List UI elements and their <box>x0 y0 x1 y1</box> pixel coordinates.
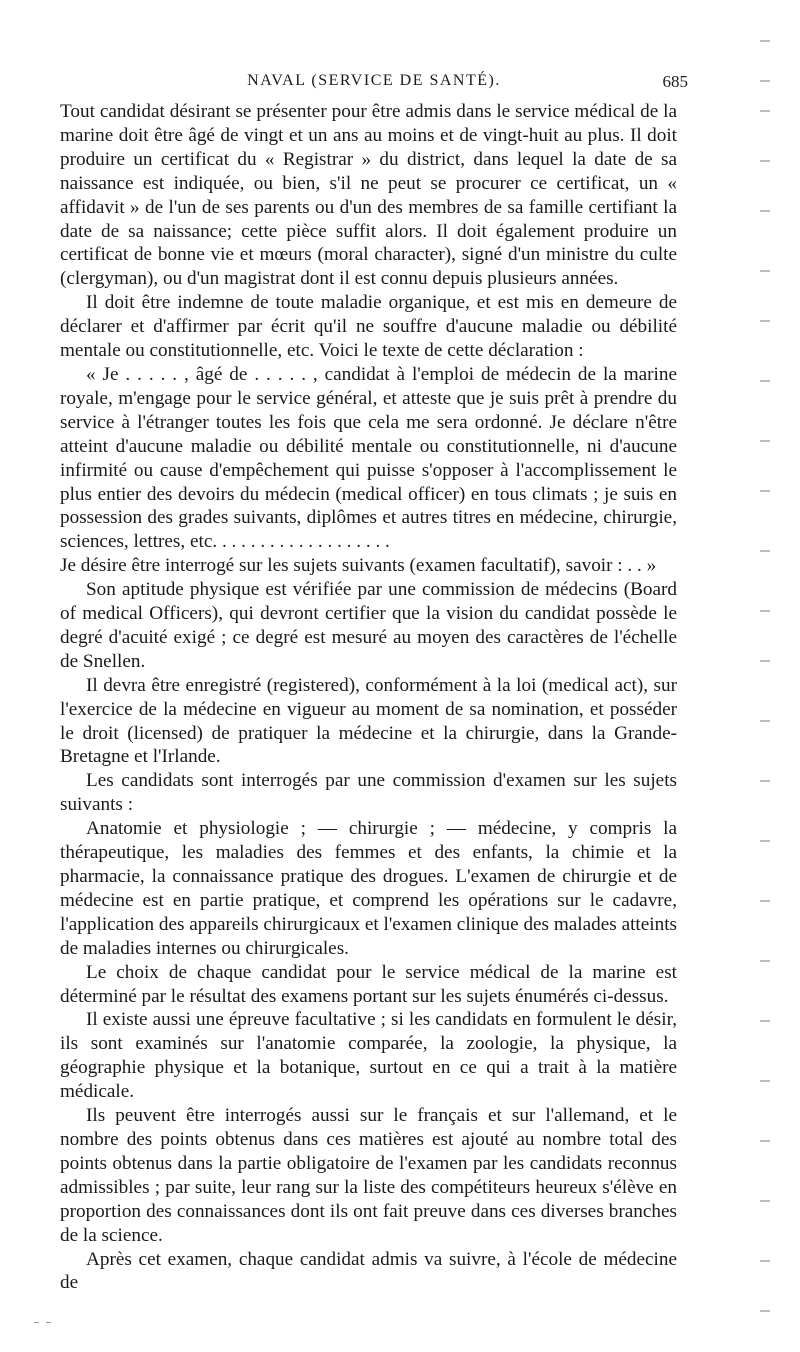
paragraph-optional-test: Il existe aussi une épreuve facultative ; si les candidats en formulent le désir, ils sont examinés sur l'anatomie comparée, la zoologie, la physique, la géographie physique et la botanique, surtout en ce qui a trait à la matière médicale. <box>60 1009 677 1103</box>
paragraph-declaration: « Je . . . . . , âgé de . . . . . , candidat à l'emploi de médecin de la marine royale, m'engage pour le service général, et atteste que je suis prêt à prendre du service à l'étranger toutes les fois que cela me sera ordonné. Je déclare n'être atteint d'aucune maladie ou débilité mentale ou constitutionnelle, ni d'aucune infirmité ou cause d'empêchement qui puisse s'opposer à l'accomplissement le plus entier des devoirs du médecin (medical officer) en tous climats ; je suis en possession des grades suivants, diplômes et autres titres en médecine, chirurgie, sciences, lettres, etc. . . . . . . . . . . . . . . . . . . <box>60 363 677 553</box>
margin-mark <box>760 1020 770 1022</box>
margin-mark <box>760 960 770 962</box>
margin-mark <box>760 110 770 112</box>
running-title: NAVAL (SERVICE DE SANTÉ). <box>247 72 501 89</box>
page-number: 685 <box>662 72 688 91</box>
margin-mark <box>760 380 770 382</box>
margin-mark <box>760 490 770 492</box>
margin-mark <box>760 610 770 612</box>
margin-mark <box>760 80 770 82</box>
bottom-mark <box>34 1322 39 1323</box>
margin-mark <box>760 780 770 782</box>
margin-mark <box>760 1260 770 1262</box>
paragraph-registration: Il devra être enregistré (registered), conformément à la loi (medical act), sur l'exercice de la médecine en vigueur au moment de sa nomination, et posséder le droit (licensed) de pratiquer la médecine et la chirurgie, dans la Grande-Bretagne et l'Irlande. <box>60 674 677 768</box>
margin-mark <box>760 900 770 902</box>
paragraph-vision: Son aptitude physique est vérifiée par une commission de médecins (Board of medical Officers), qui devront certifier que la vision du candidat possède le degré d'acuité exigé ; ce degré est mesuré au moyen des caractères de l'échelle de Snellen. <box>60 579 677 672</box>
paragraph-after-exam: Après cet examen, chaque candidat admis va suivre, à l'école de médecine de <box>60 1248 677 1294</box>
bottom-mark <box>46 1322 51 1323</box>
margin-mark <box>760 660 770 662</box>
paragraph-health: Il doit être indemne de toute maladie organique, et est mis en demeure de déclarer et d'affirmer par écrit qu'il ne souffre d'aucune maladie ou débilité mentale ou constitutionnelle, etc. Voici le texte de cette déclaration : <box>60 292 677 362</box>
paragraph-exam-commission: Les candidats sont interrogés par une commission d'examen sur les sujets suivants : <box>60 770 677 816</box>
scan-bottom-marks <box>34 1322 64 1326</box>
margin-mark <box>760 720 770 722</box>
margin-mark <box>760 320 770 322</box>
margin-mark <box>760 1200 770 1202</box>
paragraph-languages: Ils peuvent être interrogés aussi sur le français et sur l'allemand, et le nombre des points obtenus dans ces matières est ajouté au nombre total des points obtenus dans la partie obligatoire de l'examen par les candidats reconnus admissibles ; par suite, leur rang sur la liste des compétiteurs heureux s'élève en proportion des connaissances dont ils ont fait preuve dans ces diverses branches de la science. <box>60 1105 677 1246</box>
body-text <box>60 100 677 1295</box>
paragraph-selection: Le choix de chaque candidat pour le service médical de la marine est déterminé par le résultat des examens portant sur les sujets énumérés ci-dessus. <box>60 961 677 1007</box>
margin-mark <box>760 270 770 272</box>
paragraph-eligibility: Tout candidat désirant se présenter pour être admis dans le service médical de la marine doit être âgé de vingt et un ans au moins et de vingt-huit au plus. Il doit produire un certificat du « Registrar » du district, dans lequel la date de sa naissance est indiquée, ou bien, s'il ne peut se procurer ce certificat, un « affidavit » de l'un de ses parents ou d'un des membres de sa famille certifiant la date de sa naissance; cette pièce suffit alors. Il doit également produire un certificat de bonne vie et mœurs (moral character), signé d'un ministre du culte (clergyman), ou d'un magistrat dont il est connu depuis plusieurs années. <box>60 101 677 290</box>
margin-mark <box>760 1310 770 1312</box>
margin-mark <box>760 440 770 442</box>
margin-mark <box>760 160 770 162</box>
paragraph-optional-exam: Je désire être interrogé sur les sujets suivants (examen facultatif), savoir : . . » <box>60 555 657 577</box>
margin-mark <box>760 210 770 212</box>
margin-mark <box>760 1080 770 1082</box>
scan-margin-marks <box>760 20 772 1320</box>
page-header <box>60 72 688 96</box>
margin-mark <box>760 840 770 842</box>
margin-mark <box>760 1140 770 1142</box>
paragraph-subjects: Anatomie et physiologie ; — chirurgie ; — médecine, y compris la thérapeutique, les maladies des femmes et des enfants, la chimie et la pharmacie, la connaissance pratique des drogues. L'examen de chirurgie et de médecine est en partie pratique, et comprend les opérations sur le cadavre, l'application des appareils chirurgicaux et l'examen clinique des malades atteints de maladies internes ou chirurgicales. <box>60 818 677 959</box>
margin-mark <box>760 40 770 42</box>
margin-mark <box>760 550 770 552</box>
